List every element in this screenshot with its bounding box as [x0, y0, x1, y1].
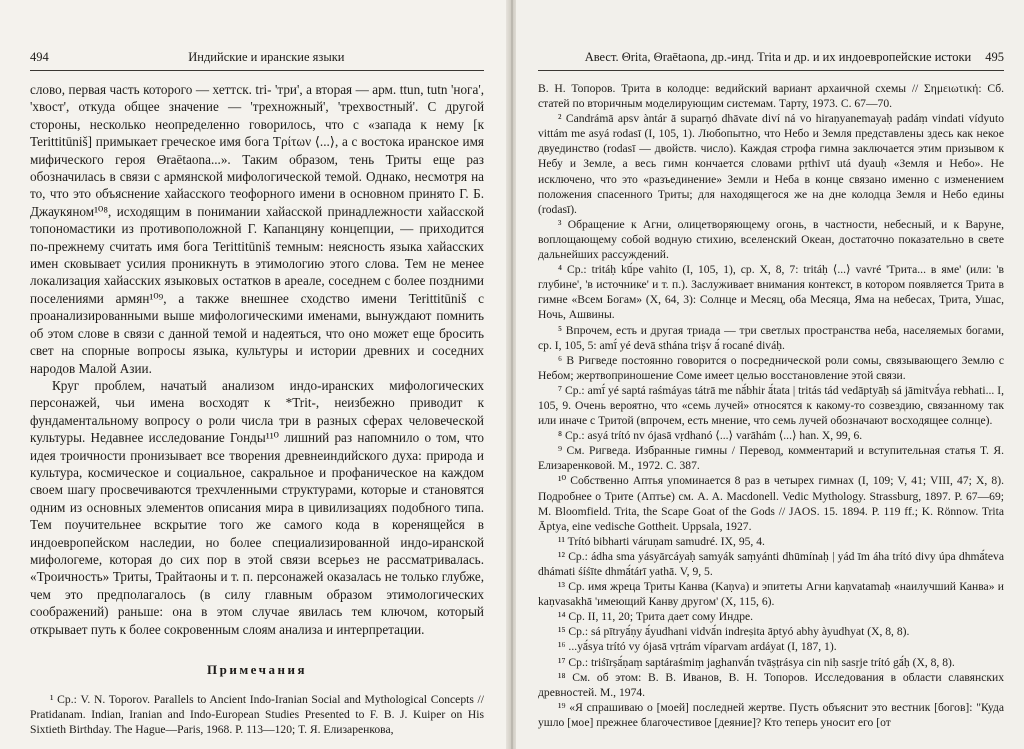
footnote-6: ⁶ В Ригведе постоянно говорится о посреднической роли сомы, связывающего Землю с Небом; жертвоприношение Соме имеет целью восстановление этой связи.	[538, 353, 1004, 382]
footnote-11: ¹¹ Trító bibharti váruṇam samudré. IX, 95, 4.	[558, 534, 765, 548]
footnote-3: ³ Обращение к Агни, олицетворяющему огонь, в частности, небесный, и к Варуне, воплощающему собой водную стихию, вселенский Океан, достаточно показательно в свете дальнейших рассуждений.	[538, 217, 1004, 262]
footnote-14: ¹⁴ Ср. II, 11, 20; Трита дает сому Индре.	[558, 610, 754, 624]
right-page	[516, 0, 1024, 749]
footnote-5: ⁵ Впрочем, есть и другая триада — три светлых пространства неба, населяемых богами, ср. I, 105, 5: amī́ yé devā sthána triṣv ā́ rocané diváḥ.	[538, 323, 1004, 352]
left-page-header	[30, 50, 484, 71]
right-page-header	[538, 50, 1004, 71]
body-paragraph-1: слово, первая часть которого — хеттск. tri- 'три', а вторая — арм. ttun, tutn 'нога', 'хвост', откуда общее значение — 'трехножный', 'трехвостный'. С другой стороны, несколько неопределенно говорилось, что с «запада к нему [к Terittitūniš] примыкает греческое имя бога Τρίτων ⟨...⟩, а с востока иранское имя мифического героя Θraētaona...». Таким образом, тень Триты еще раз обозначилась в связи с армянской мифологической темой. Однако, несмотря на то, что это объяснение хайасского теофорного имени в основном принято Г. Б. Джаукяном¹⁰⁸, исходящим в понимании хайасской принадлежности хайасской топономастики из противоположной Г. Капанцяну концепции, — приходится по-прежнему считать имя бога Terittitūniš темным: неясность языка хайасских имен сковывает усилия проникнуть в этимологию этого слова. Тем не менее локализация хайасских языковых остатков в ареале, соседнем с более поздними поселениями армян¹⁰⁹, а также внешнее сходство имени Terittitūniš с проанализированными выше мифологическими именами, вынуждают помнить об этом слове в связи с данной темой и надеяться, что оно может еще бросить свет на спорные вопросы языка, культуры и истории древних и соседних народов Малой Азии.	[30, 82, 484, 376]
footnote-13: ¹³ Ср. имя жреца Триты Канва (Kaṇva) и эпитеты Агни kaṇvatamaḥ «наилучший Канва» и kaṇvasakhā 'имеющий Канву другом' (X, 115, 6).	[538, 580, 1004, 609]
footnote-8: ⁸ Ср.: asyá trító nv ójasā vṛdhanó ⟨...⟩ varāhám ⟨...⟩ han. X, 99, 6.	[558, 429, 863, 443]
footnote-4: ⁴ Ср.: tritáḥ kū́pe vahito (I, 105, 1), ср. X, 8, 7: tritáḥ ⟨...⟩ vavré 'Трита... в яме' (или: 'в глубине', 'в источнике' и т. п.). Заслуживает внимания контекст, в котором появляется Трита в гимне «Всем Богам» (X, 64, 3): Солнце и Месяц, оба Месяца, Яма на небесах, Трита, Ушас, Ночь, Ашвины.	[538, 263, 1004, 322]
right-page-number: 495	[985, 50, 1004, 64]
footnote-15: ¹⁵ Ср.: sá pītryā́ṇy ā́yudhani vidvā́n indreṣita āptyó abhy àyudhyat (X, 8, 8).	[558, 625, 910, 639]
body-paragraph-2: Круг проблем, начатый анализом индо-иранских мифологических персонажей, чьи имена восходят к *Trit-, неизбежно приводит к фундаментальному вопросу о роли числа три в разных сферах человеческой культуры. Недавнее исследование Гонды¹¹⁰ лишний раз напомнило о том, что идея троичности пронизывает все творения древнеиндийского духа: природа и культура, космическое и социальное, сакральное и профаническое на каждом своем шагу просвечиваются трехчленными структурами, которые и становятся одним из основных элементов описания мира в цивилизациях подобного типа. Тем поучительнее вскрытие того же самого кода в коренящейся в индоевропейском наследии, но более специализированной индо-иранской мифологеме, которая до сих пор в этой связи всерьез не рассматривалась. «Троичность» Триты, Трайтаоны и т. п. персонажей оказалась не только глубже, чем это предполагалось (в силу главным образом этимологических соображений) раньше: она в этом случае явилась тем ключом, который открывает путь к более сокровенным слоям анализа и интерпретации.	[30, 377, 484, 637]
left-page-number: 494	[30, 50, 49, 64]
footnote-18: ¹⁸ См. об этом: В. В. Иванов, В. Н. Топоров. Исследования в области славянских древностей. М., 1974.	[538, 670, 1004, 699]
footnote-2: ² Candrámā apsv àntár ā suparṇó dhāvate diví ná vo hiraṇyanemayaḥ padáṃ vindati vídyuto vittám me asyá rodasī (I, 105, 1). Любопытно, что Небо и Земля представлены здесь как некое двуединство (rodasī — двойств. число). Каждая строфа гимна заключается этим призывом к Небу и Земле, а весь гимн кончается словами pṛthivī utá dyauḥ «Земля и Небо». Не исключено, что это «разъединение» Земли и Неба в конце связано именно с изменением положения спасенного Триты; для находящегося же на дне колодца Земля и Небо едины (rodasī).	[538, 112, 1004, 216]
left-page	[0, 0, 508, 749]
footnote-10: ¹⁰ Собственно Аптья упоминается 8 раз в четырех гимнах (I, 109; V, 41; VIII, 47; X, 8). Подробнее о Трите (Аптье) см. A. A. Macdonell. Vedic Mythology. Strassburg, 1897. P. 67—69; M. Bloomfield. Trita, the Scape Goat of the Gods // JAOS. 15. 1894. P. 119 ff.; K. Rönnow. Trita Āptya, eine vedische Gottheit. Uppsala, 1927.	[538, 474, 1004, 533]
left-running-title: Индийские и иранские языки	[188, 50, 345, 64]
footnote-16: ¹⁶ ...yā́sya trító vy ójasā vṛtrám víparvam ardáyat (I, 187, 1).	[558, 640, 837, 654]
footnote-7: ⁷ Ср.: amī́ yé saptá raśmáyas tátrā me nā́bhir ā́tata | tritás tád vedāptyāḥ sá jāmitvā́ya rebhati... I, 105, 9. Очень вероятно, что «семь лучей» относятся к какому-то созвездию, связанному так или иначе с Тритой (впрочем, есть мнение, что семь лучей обозначают восходящее солнце).	[538, 383, 1004, 428]
right-notes	[538, 81, 1004, 730]
footnote-19: ¹⁹ «Я спрашиваю о [моей] последней жертве. Пусть объяснит это вестник [богов]: "Куда ушло [мое] прежнее благочестивое [деяние]? Кто теперь уносит его [от	[538, 700, 1004, 729]
footnote-12: ¹² Ср.: ádha sma yásyārcáyaḥ samyák saṃyánti dhūmínaḥ | yád īm áha trító divy úpa dhmā́teva dhámati śíśīte dhmā́tárī yathā. V, 9, 5.	[538, 549, 1004, 578]
footnote-1: ¹ Ср.: V. N. Toporov. Parallels to Ancient Indo-Iranian Social and Mythological Concepts // Pratidanam. Indian, Iranian and Indo-European Studies Presented to F. B. J. Kuiper on His Sixtieth Birthday. The Hague—Paris, 1968. P. 113—120; Т. Я. Елизаренкова,	[30, 693, 484, 737]
footnote-9: ⁹ См. Ригведа. Избранные гимны / Перевод, комментарий и вступительная статья Т. Я. Елизаренковой. М., 1972. С. 387.	[538, 444, 1004, 473]
left-body-text	[30, 81, 484, 638]
right-running-title: Авест. Θrita, Θraētaona, др.-инд. Trita и др. и их индоевропейские истоки	[584, 50, 972, 64]
left-notes	[30, 692, 484, 737]
footnote-17: ¹⁷ Ср.: triśīrṣā́ṇaṃ saptáraśmiṃ jaghanvā́n tvāṣṭrásya cin niḥ sasṛje trító gā́ḥ (X, 8, 8).	[558, 655, 955, 669]
notes-heading: Примечания	[207, 662, 307, 677]
footnote-1-continued: В. Н. Топоров. Трита в колодце: ведийский вариант архаичной схемы // Σημειωτική: Сб. статей по вторичным моделирующим системам. Тарту, 1973. С. 67—70.	[538, 82, 1004, 111]
